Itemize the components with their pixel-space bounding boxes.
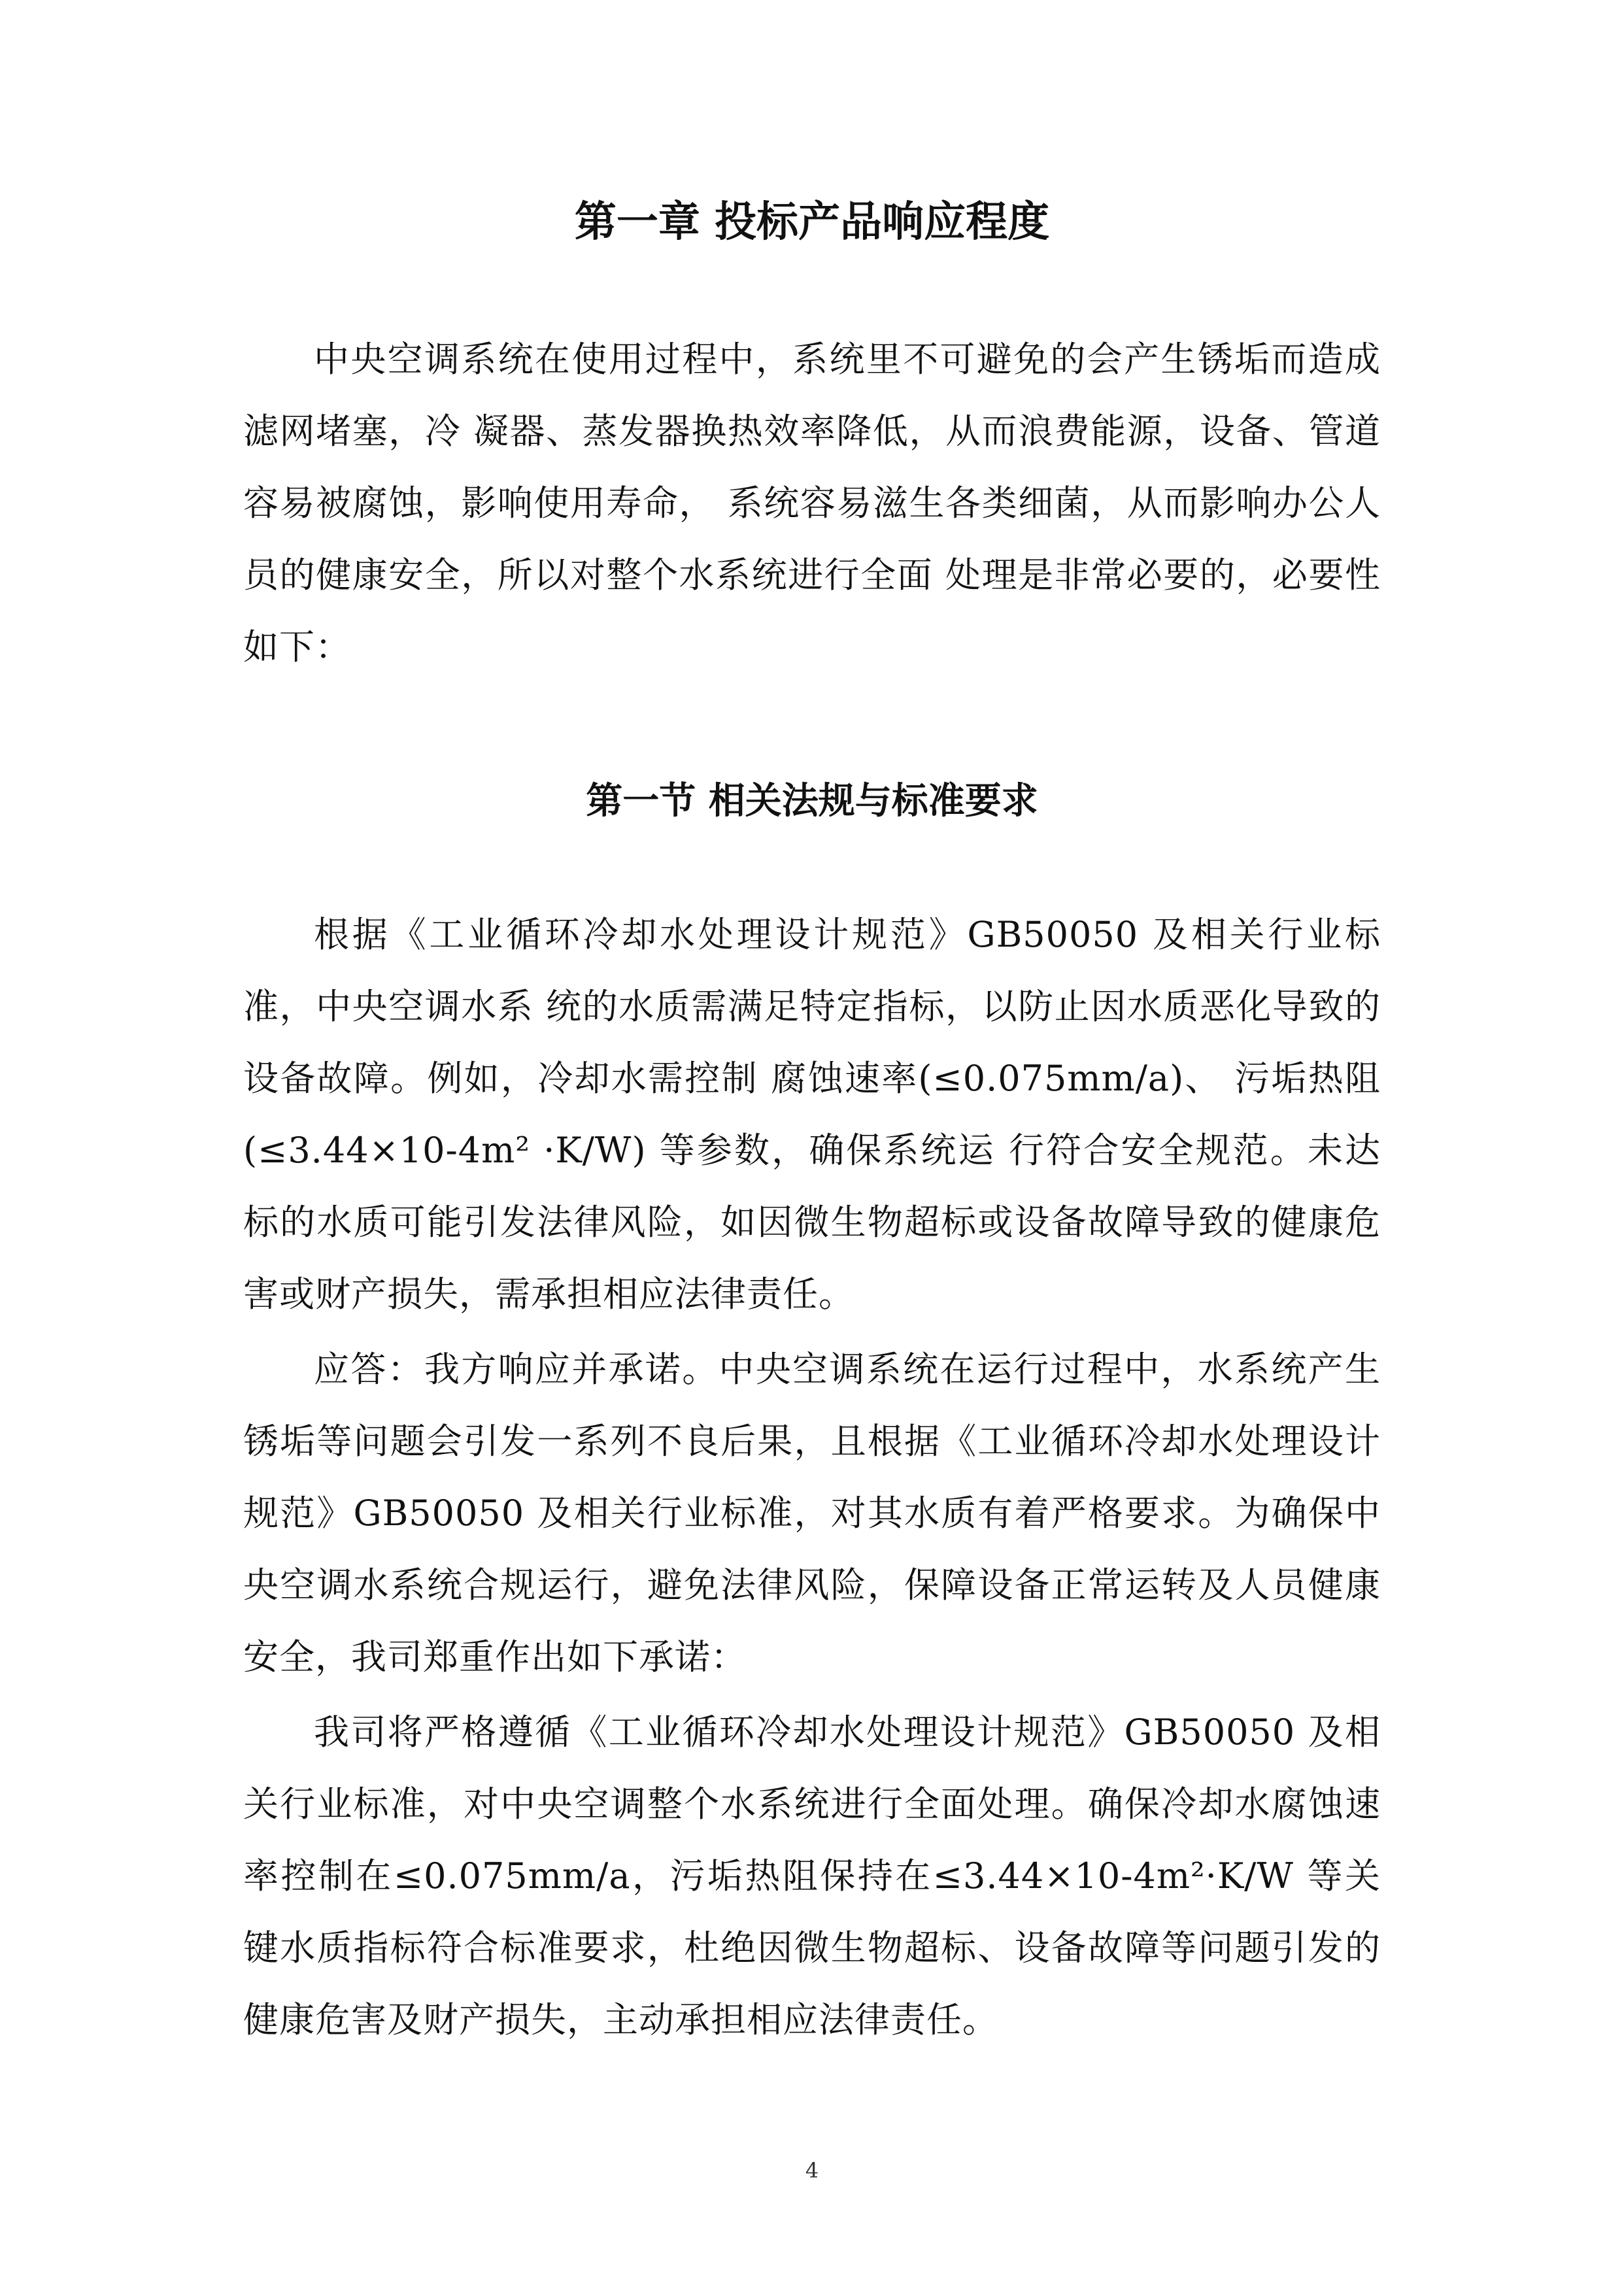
chapter-intro-paragraph: 中央空调系统在使用过程中，系统里不可避免的会产生锈垢而造成滤网堵塞，冷 凝器、蒸发器换热效率降低，从而浪费能源，设备、管道容易被腐蚀，影响使用寿命， 系统容易滋生各类细菌，从而影响办公人员的健康安全，所以对整个水系统进行全面 处理是非常必要的，必要性如下：: [243, 339, 1381, 667]
section-title: 第一节 相关法规与标准要求: [586, 779, 1038, 822]
standards-paragraph: 根据《工业循环冷却水处理设计规范》GB50050 及相关行业标准，中央空调水系 统的水质需满足特定指标，以防止因水质恶化导致的设备故障。例如，冷却水需控制 腐蚀速率(≤0.075mm/a)、 污垢热阻(≤3.44×10-4m² ·K/W) 等参数，确保系统运 行符合安全规范。未达标的水质可能引发法律风险，如因微生物超标或设备故障导致的健康危害或财产损失，需承担相应法律责任。: [243, 914, 1381, 1315]
commitment-paragraph: 我司将严格遵循《工业循环冷却水处理设计规范》GB50050 及相关行业标准，对中央空调整个水系统进行全面处理。确保冷却水腐蚀速率控制在≤0.075mm/a，污垢热阻保持在≤3.44×10-4m²·K/W 等关键水质指标符合标准要求，杜绝因微生物超标、设备故障等问题引发的健康危害及财产损失，主动承担相应法律责任。: [243, 1712, 1381, 2040]
chapter-title: 第一章 投标产品响应程度: [574, 197, 1050, 246]
page-number: 4: [805, 2158, 819, 2183]
response-paragraph: 应答：我方响应并承诺。中央空调系统在运行过程中，水系统产生锈垢等问题会引发一系列不良后果，且根据《工业循环冷却水处理设计规范》GB50050 及相关行业标准，对其水质有着严格要求。为确保中央空调水系统合规运行，避免法律风险，保障设备正常运转及人员健康安全，我司郑重作出如下承诺：: [243, 1349, 1381, 1678]
